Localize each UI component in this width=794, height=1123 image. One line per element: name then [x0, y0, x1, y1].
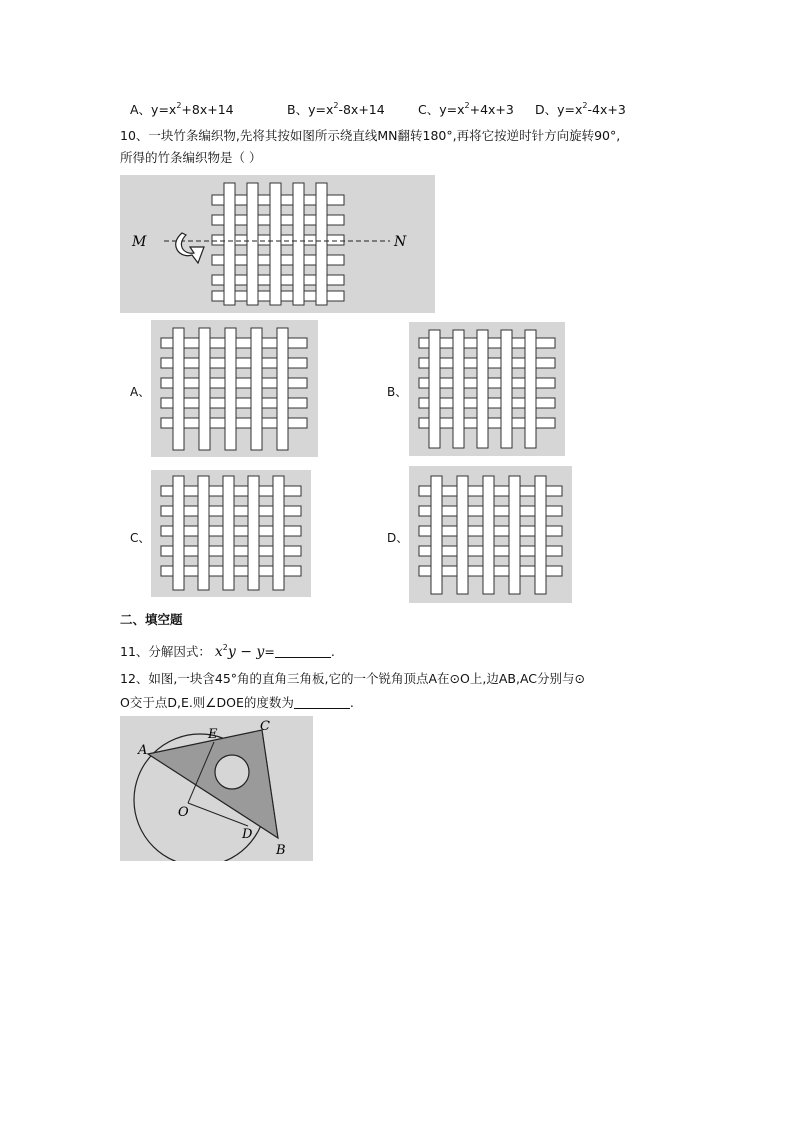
- weave-option-b: [409, 322, 565, 456]
- weave-strip: [453, 330, 464, 448]
- weave-strip: [477, 330, 488, 448]
- q12-figure-svg: [120, 716, 313, 861]
- label-m: M: [132, 234, 147, 250]
- q10-option-d-figure: [409, 466, 572, 603]
- flip-arrow-icon: [176, 233, 204, 263]
- q9-option-d: [535, 101, 626, 119]
- q10-option-d-label: D、: [387, 531, 409, 545]
- q9-option-d-prefix: D、y=x: [535, 102, 583, 117]
- label-c: C: [260, 719, 270, 734]
- weave-pattern: [212, 183, 344, 305]
- q10-option-b-label: B、: [387, 385, 408, 399]
- q9-option-d-exp: 2: [582, 101, 588, 110]
- weave-strip: [223, 476, 234, 590]
- q12-figure: [120, 716, 313, 861]
- q9-option-c-prefix: C、y=x: [418, 102, 465, 117]
- q12-text-line2: [120, 694, 354, 712]
- weave-strip: [270, 183, 281, 305]
- weave-strip: [224, 183, 235, 305]
- label-n: N: [394, 234, 407, 250]
- q9-option-b-exp: 2: [333, 101, 339, 110]
- weave-strip: [535, 476, 546, 594]
- q9-option-a-suffix: +8x+14: [181, 102, 234, 117]
- q12-answer-blank: [294, 696, 350, 709]
- q9-option-c-exp: 2: [464, 101, 470, 110]
- q10-option-c-label: C、: [130, 531, 151, 545]
- weave-strip: [431, 476, 442, 594]
- q10-option-a-label: A、: [130, 385, 151, 399]
- weave-strip: [501, 330, 512, 448]
- label-d: D: [242, 827, 253, 842]
- weave-strip: [525, 330, 536, 448]
- q10-option-a-figure: [151, 320, 318, 457]
- q9-option-c-suffix: +4x+3: [469, 102, 514, 117]
- q11-text: 11、分解因式： $x^2y - y=$ .: [120, 643, 335, 660]
- q10-option-c-figure: [151, 470, 311, 597]
- weave-strip: [277, 328, 288, 450]
- q9-option-c: [418, 101, 514, 119]
- weave-strip: [251, 328, 262, 450]
- triangle-ruler: [148, 730, 278, 838]
- weave-strip: [173, 328, 184, 450]
- weave-strip: [429, 330, 440, 448]
- label-b: B: [276, 843, 286, 858]
- q9-option-b-prefix: B、y=x: [287, 102, 334, 117]
- q11-prefix: 11、分解因式：: [120, 644, 211, 659]
- weave-option-a: [151, 320, 318, 457]
- weave-strip: [316, 183, 327, 305]
- q10-text-line2: 所得的竹条编织物是（ ）: [120, 150, 262, 165]
- weave-strip: [509, 476, 520, 594]
- weave-strip: [199, 328, 210, 450]
- weave-option-c: [151, 470, 311, 597]
- ruler-hole: [215, 755, 249, 789]
- q12-text-line1: 12、如图,一块含45°角的直角三角板,它的一个锐角顶点A在⊙O上,边AB,AC分别与⊙: [120, 671, 585, 686]
- q12-line2-prefix: O交于点D,E.则∠DOE的度数为: [120, 695, 294, 710]
- q10-main-figure-svg: [120, 175, 435, 313]
- weave-option-d: [409, 466, 572, 603]
- q11-expr-exp: 2: [222, 643, 228, 652]
- weave-strip: [248, 476, 259, 590]
- q9-option-a-prefix: A、y=x: [130, 102, 177, 117]
- weave-strip: [457, 476, 468, 594]
- q11-expr-x: x: [214, 644, 223, 660]
- label-a: A: [138, 743, 148, 758]
- q10-text-line1: 10、一块竹条编织物,先将其按如图所示绕直线MN翻转180°,再将它按逆时针方向旋转90°,: [120, 128, 621, 143]
- weave-strip: [247, 183, 258, 305]
- weave-strip: [198, 476, 209, 590]
- weave-strip: [273, 476, 284, 590]
- q10-option-b-figure: [409, 322, 565, 456]
- q9-option-b-suffix: -8x+14: [338, 102, 385, 117]
- weave-strip: [293, 183, 304, 305]
- q9-option-d-suffix: -4x+3: [587, 102, 626, 117]
- label-e: E: [208, 727, 218, 742]
- label-o: O: [178, 805, 189, 820]
- q11-expr-rest: y − y: [227, 644, 265, 660]
- q11-answer-blank: [275, 645, 331, 658]
- q10-main-figure: [120, 175, 435, 313]
- q12-line2-suffix: .: [349, 695, 354, 710]
- weave-strip: [483, 476, 494, 594]
- weave-strip: [173, 476, 184, 590]
- section-title: 二、填空题: [120, 612, 183, 627]
- q9-option-a-exp: 2: [176, 101, 182, 110]
- weave-strip: [225, 328, 236, 450]
- q11-equals: =: [264, 644, 275, 659]
- q9-option-b: [287, 101, 385, 119]
- q9-option-a: [130, 101, 234, 119]
